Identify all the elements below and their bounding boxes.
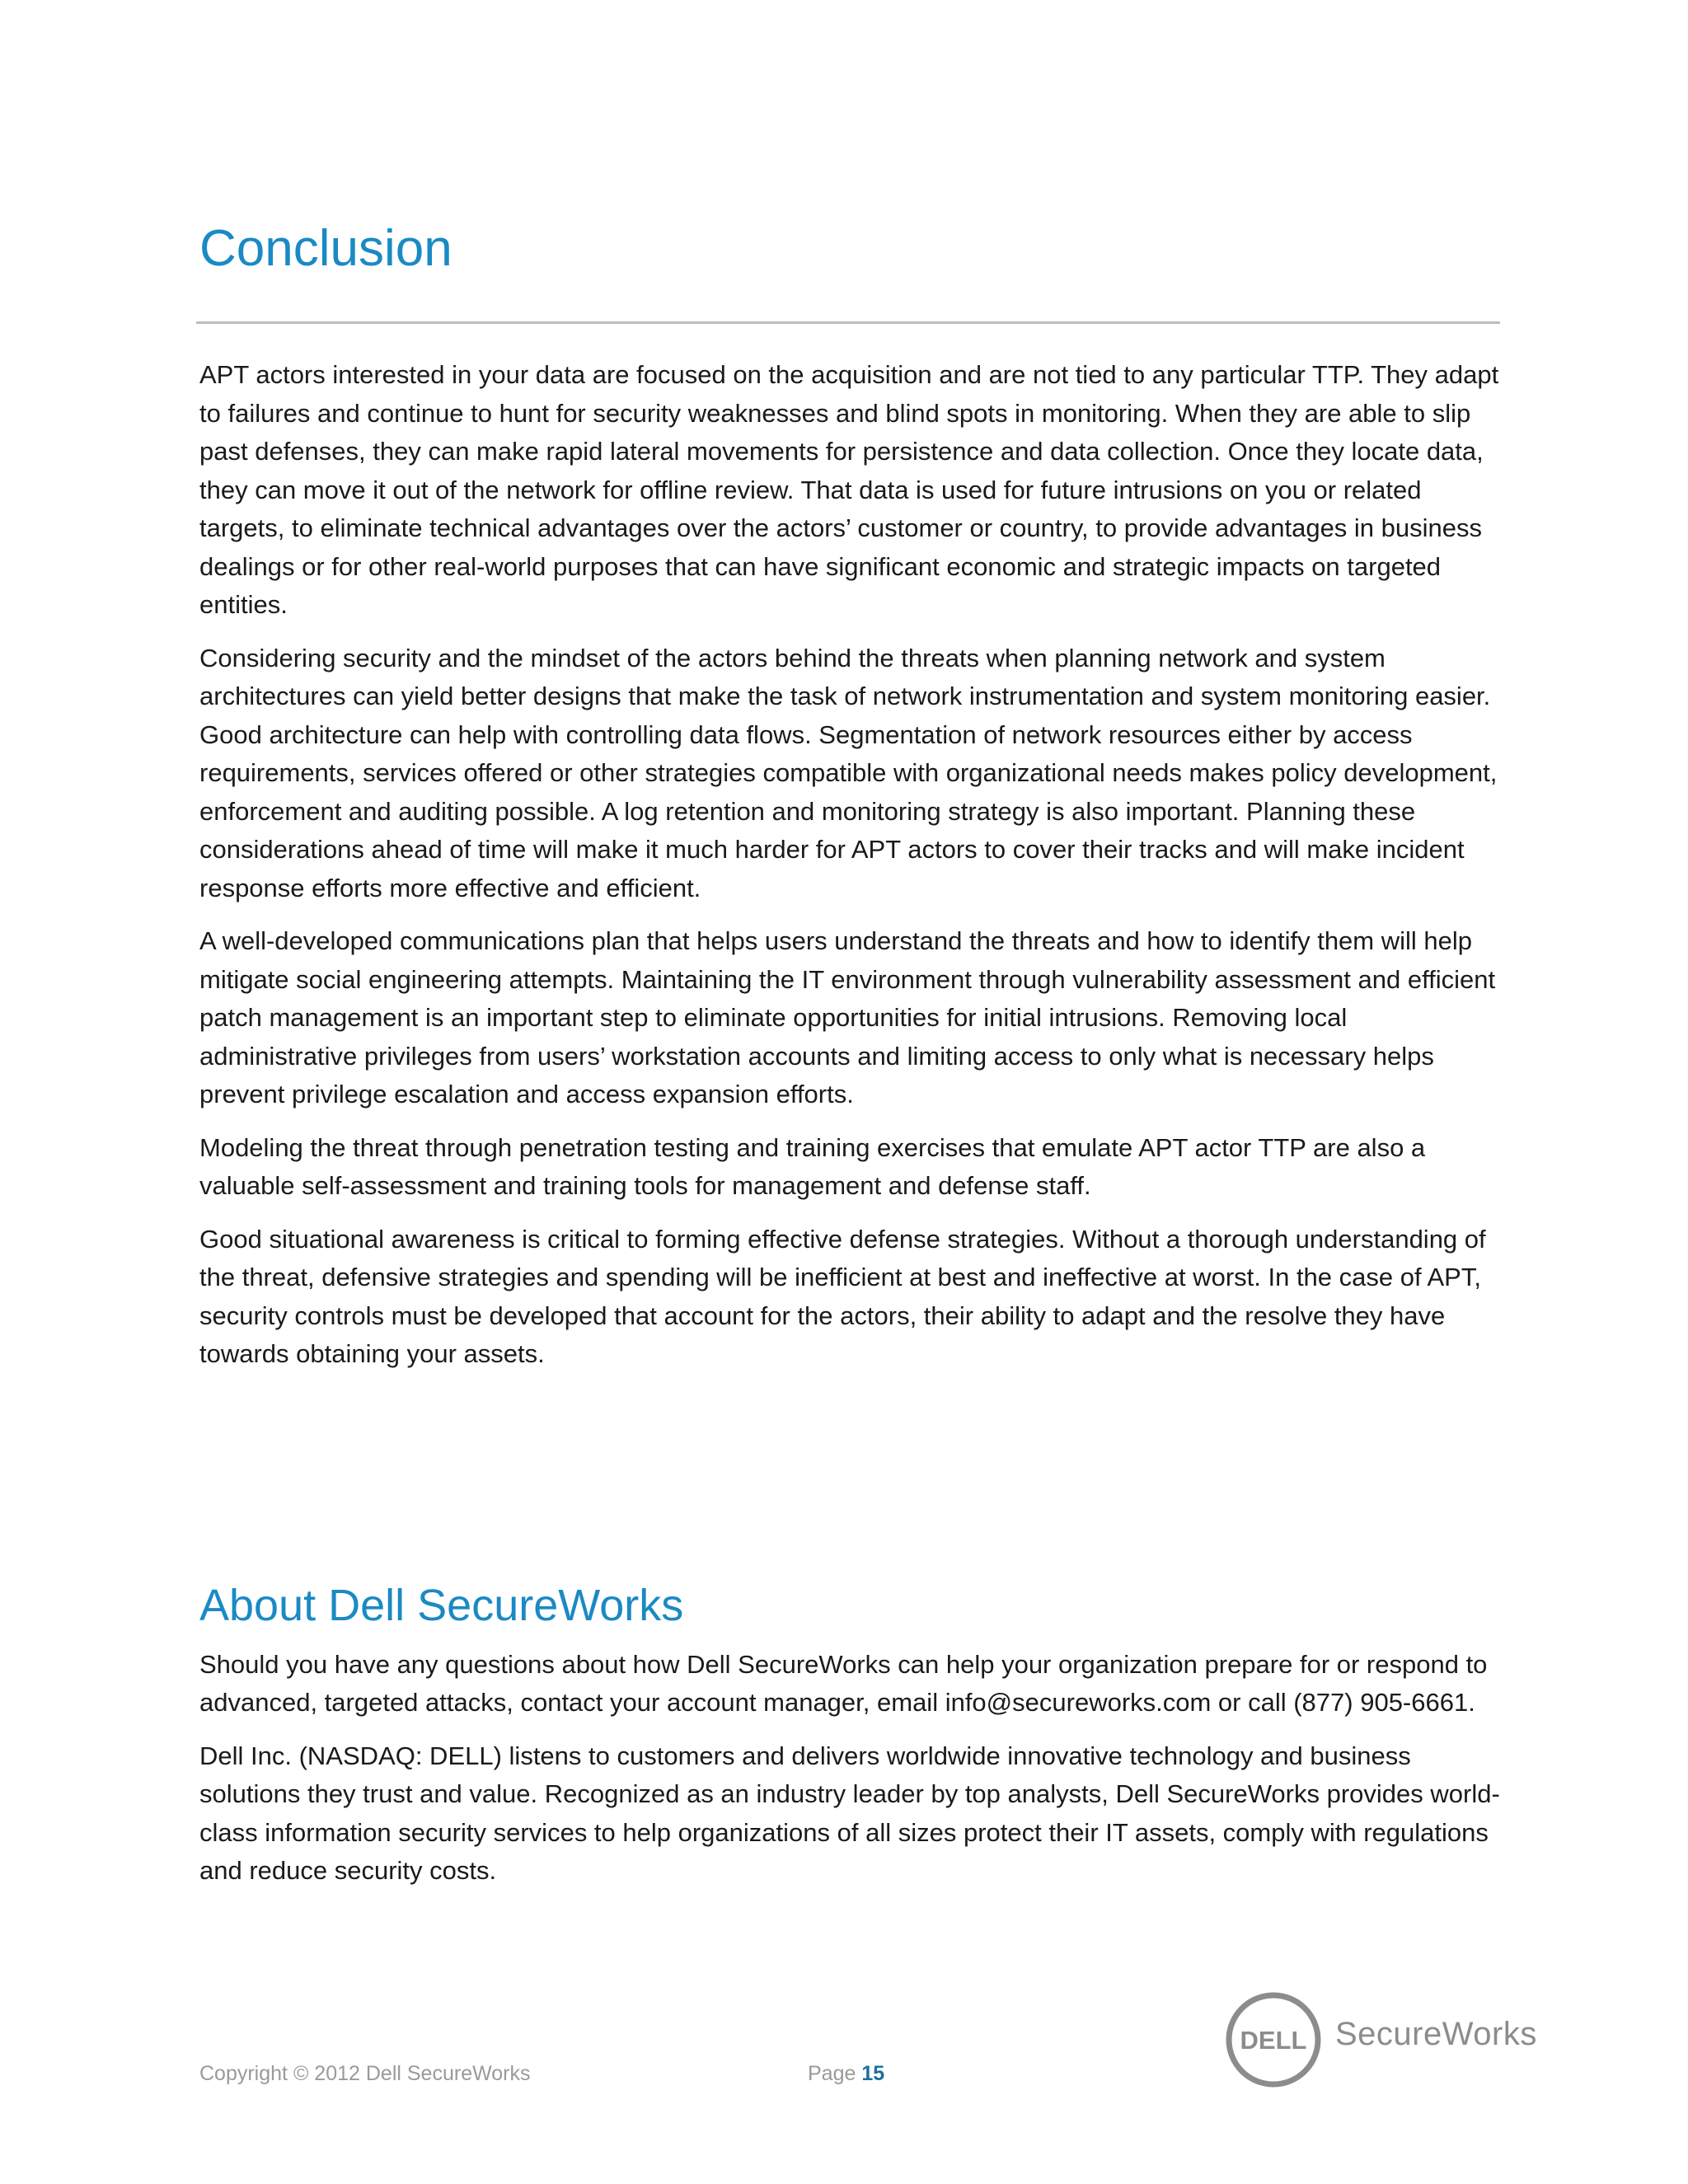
conclusion-paragraph-3: A well-developed communications plan that helps users understand the threats and how to identify them will help mitigate social engineering attempts. Maintaining the IT environment through vulnerability assessment and efficient patch management is an important step to eliminate opportunities for initial intrusions. Removing local administrative privileges from users’ workstation accounts and limiting access to only what is necessary helps prevent privilege escalation and access expansion efforts. (199, 926, 1496, 1108)
page-number: 15 (861, 2062, 885, 2085)
about-heading: About Dell SecureWorks (199, 1581, 684, 1630)
dell-logo-icon (1223, 1990, 1324, 2090)
logo-brand-text: DELL (1240, 2026, 1307, 2055)
conclusion-paragraph-4: Modeling the threat through penetration testing and training exercises that emulate APT actor TTP are also a valuable self-assessment and training tools for management and defense staff. (199, 1132, 1426, 1200)
heading-divider (196, 321, 1500, 324)
footer-page (808, 2062, 884, 2086)
conclusion-paragraph-1: APT actors interested in your data are focused on the acquisition and are not tied to any particular TTP. They adapt to failures and continue to hunt for security weaknesses and blind spots in monitoring. When they are able to slip past defenses, they can make rapid lateral movements for persistence and data collection. Once they locate data, they can move it out of the network for offline review. That data is used for future intrusions on you or related targets, to eliminate technical advantages over the actors’ customer or country, to provide advantages in business dealings or for other real-world purposes that can have significant economic and strategic impacts on targeted entities. (199, 360, 1499, 619)
conclusion-section (199, 356, 1500, 1389)
conclusion-paragraph-5: Good situational awareness is critical to forming effective defense strategies. Without a thorough understanding of the threat, defensive strategies and spending will be inefficient at best and ineffective at worst. In the case of APT, security controls must be developed that account for the actors, their ability to adapt and the resolve they have towards obtaining your assets. (199, 1224, 1486, 1368)
footer-copyright: Copyright © 2012 Dell SecureWorks (199, 2062, 531, 2085)
about-section (199, 1578, 1500, 1905)
logo-product-text: SecureWorks (1335, 2016, 1537, 2052)
about-paragraph-1: Should you have any questions about how Dell SecureWorks can help your organization prepare for or respond to advanced, targeted attacks, contact your account manager, email info@secureworks.com or call (877) 905-6661. (199, 1649, 1488, 1717)
conclusion-paragraph-2: Considering security and the mindset of the actors behind the threats when planning network and system architectures can yield better designs that make the task of network instrumentation and system monitoring easier. Good architecture can help with controlling data flows. Segmentation of network resources either by access requirements, services offered or other strategies compatible with organizational needs makes policy development, enforcement and auditing possible. A log retention and monitoring strategy is also important. Planning these considerations ahead of time will make it much harder for APT actors to cover their tracks and will make incident response efforts more effective and efficient. (199, 643, 1498, 902)
page-label: Page (808, 2062, 856, 2085)
conclusion-heading: Conclusion (199, 220, 452, 277)
dell-secureworks-logo (1223, 1990, 1537, 2088)
about-paragraph-2: Dell Inc. (NASDAQ: DELL) listens to customers and delivers worldwide innovative technology and business solutions they trust and value. Recognized as an industry leader by top analysts, Dell SecureWorks provides world-class information security services to help organizations of all sizes protect their IT assets, comply with regulations and reduce security costs. (199, 1741, 1500, 1885)
